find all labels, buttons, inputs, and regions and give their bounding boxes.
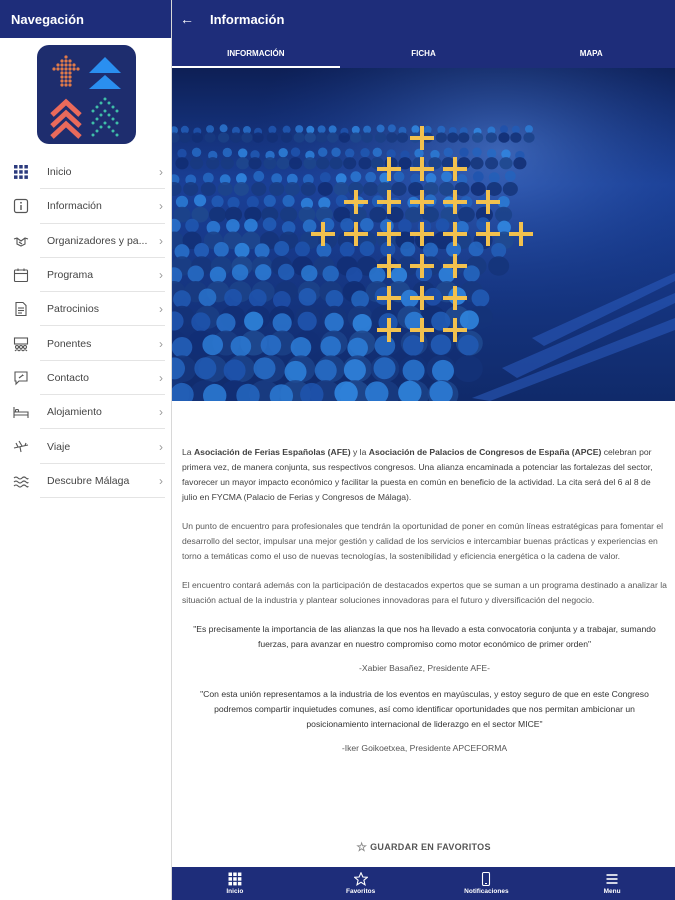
save-favorites-button[interactable]	[172, 840, 675, 854]
chevron-right-icon: ›	[159, 233, 163, 248]
drawer-menu	[0, 155, 171, 498]
chevron-right-icon: ›	[159, 302, 163, 317]
info-icon	[0, 198, 40, 214]
bed-icon	[0, 404, 40, 420]
sidebar-item-patrocinios[interactable]	[0, 292, 171, 326]
chevron-right-icon: ›	[159, 473, 163, 488]
save-favorites-label: GUARDAR EN FAVORITOS	[370, 842, 491, 852]
bottom-nav-label: Menu	[603, 888, 621, 895]
chevron-right-icon: ›	[159, 268, 163, 283]
plane-icon	[0, 439, 40, 455]
bottom-nav-inicio[interactable]	[172, 867, 298, 900]
hero-image	[172, 68, 675, 401]
information-text	[182, 445, 667, 767]
waves-icon	[0, 473, 40, 489]
page-title: Información	[210, 11, 285, 27]
paragraph-3: El encuentro contará además con la participación de destacados expertos que se suman a un programa destinado a analizar la situación actual de la industria y plantear soluciones innovadoras para el futuro y diversificación del negocio.	[182, 580, 667, 605]
chevron-right-icon: ›	[159, 336, 163, 351]
document-icon	[0, 301, 40, 317]
sidebar-item-label: Descubre Málaga	[47, 474, 130, 487]
quote-1: "Es precisamente la importancia de las alianzas la que nos ha llevado a esta convocatoria conjunta y a trabajar, sumando fuerzas, para avanzar en nuestro compromiso como motor económico de primer orden"	[193, 624, 656, 649]
sidebar-item-label: Viaje	[47, 440, 71, 453]
handshake-icon	[0, 233, 40, 249]
sidebar-item-informacion[interactable]	[0, 189, 171, 223]
tab-bar	[172, 38, 675, 68]
chevron-right-icon: ›	[159, 405, 163, 420]
sidebar-item-organizadores[interactable]	[0, 224, 171, 258]
sidebar-item-ponentes[interactable]	[0, 326, 171, 360]
sidebar-item-label: Alojamiento	[47, 406, 102, 419]
sidebar-item-contacto[interactable]	[0, 361, 171, 395]
main-panel	[172, 0, 675, 900]
sidebar-item-label: Información	[47, 200, 102, 213]
quote-author-2: -Iker Goikoetxea, Presidente APCEFORMA	[341, 743, 508, 753]
bottom-nav-label: Favoritos	[345, 888, 376, 895]
quote-author-1: -Xabier Basañez, Presidente AFE-	[359, 663, 490, 673]
sidebar-item-label: Inicio	[47, 166, 72, 179]
bottom-nav-notificaciones[interactable]	[424, 867, 550, 900]
bottom-nav-menu[interactable]	[549, 867, 675, 900]
bottom-nav-label: Notificaciones	[464, 888, 509, 895]
app-bar	[172, 0, 675, 38]
paragraph-2: Un punto de encuentro para profesionales que tendrán la oportunidad de poner en común líneas estratégicas para fomentar el desarrollo del sector, impulsar una mejor gestión y calidad de los servicios e intercambiar buenas prácticas y experiencias en torno a temáticas como el uso de nuevas tecnologías, la sostenibilidad y eficiencia energética o la cadena de valor.	[182, 521, 664, 561]
sidebar-item-label: Organizadores y pa...	[47, 234, 148, 247]
sidebar-item-label: Contacto	[47, 371, 90, 384]
tab-ficha[interactable]: FICHA	[411, 48, 436, 58]
star-outline-icon: ☆	[356, 840, 368, 854]
sidebar-item-label: Ponentes	[47, 337, 92, 350]
navigation-drawer	[0, 0, 172, 900]
quote-2: "Con esta unión representamos a la industria de los eventos en mayúsculas, y estoy seguro de que en este Congreso podremos compartir inquietudes comunes, así como identificar oportunidades que nos permitan ambicionar un posicionamiento internacional de liderazgo en el sector MICE"	[200, 689, 649, 729]
star-icon	[354, 872, 368, 886]
sidebar-item-programa[interactable]	[0, 258, 171, 292]
sidebar-item-inicio[interactable]	[0, 155, 171, 189]
event-logo	[37, 45, 136, 144]
chevron-right-icon: ›	[159, 165, 163, 180]
back-arrow-icon[interactable]: ←	[180, 11, 194, 27]
grid-icon	[0, 164, 40, 180]
phone-icon	[479, 872, 493, 886]
calendar-icon	[0, 267, 40, 283]
intro-paragraph: La Asociación de Ferias Españolas (AFE) y la Asociación de Palacios de Congresos de España (APCE) celebran por primera vez, de manera conjunta, sus respectivos congresos. Una alianza encaminada a potenciar las fortalezas del sector, favorecer un mayor impacto económico y facilitar la puesta en común en beneficio de la actividad. La cita será del 6 al 8 de julio en FYCMA (Palacio de Ferias y Congresos de Málaga).	[182, 447, 653, 502]
sidebar-item-alojamiento[interactable]	[0, 395, 171, 429]
sidebar-item-label: Patrocinios	[47, 303, 99, 316]
sidebar-item-label: Programa	[47, 269, 94, 282]
tab-mapa[interactable]: MAPA	[579, 48, 603, 58]
chevron-right-icon: ›	[159, 439, 163, 454]
bottom-nav-favoritos[interactable]	[298, 867, 424, 900]
hamburger-icon	[605, 872, 619, 886]
chevron-right-icon: ›	[159, 370, 163, 385]
sidebar-item-viaje[interactable]	[0, 429, 171, 463]
chat-icon	[0, 370, 40, 386]
sidebar-item-descubre-malaga[interactable]	[0, 464, 171, 498]
tab-informacion[interactable]: INFORMACIÓN	[172, 38, 340, 68]
grid-icon	[228, 872, 242, 886]
chevron-right-icon: ›	[159, 199, 163, 214]
bottom-navigation	[172, 867, 675, 900]
drawer-title: Navegación	[0, 0, 171, 38]
bottom-nav-label: Inicio	[226, 888, 244, 895]
audience-icon	[0, 336, 40, 352]
